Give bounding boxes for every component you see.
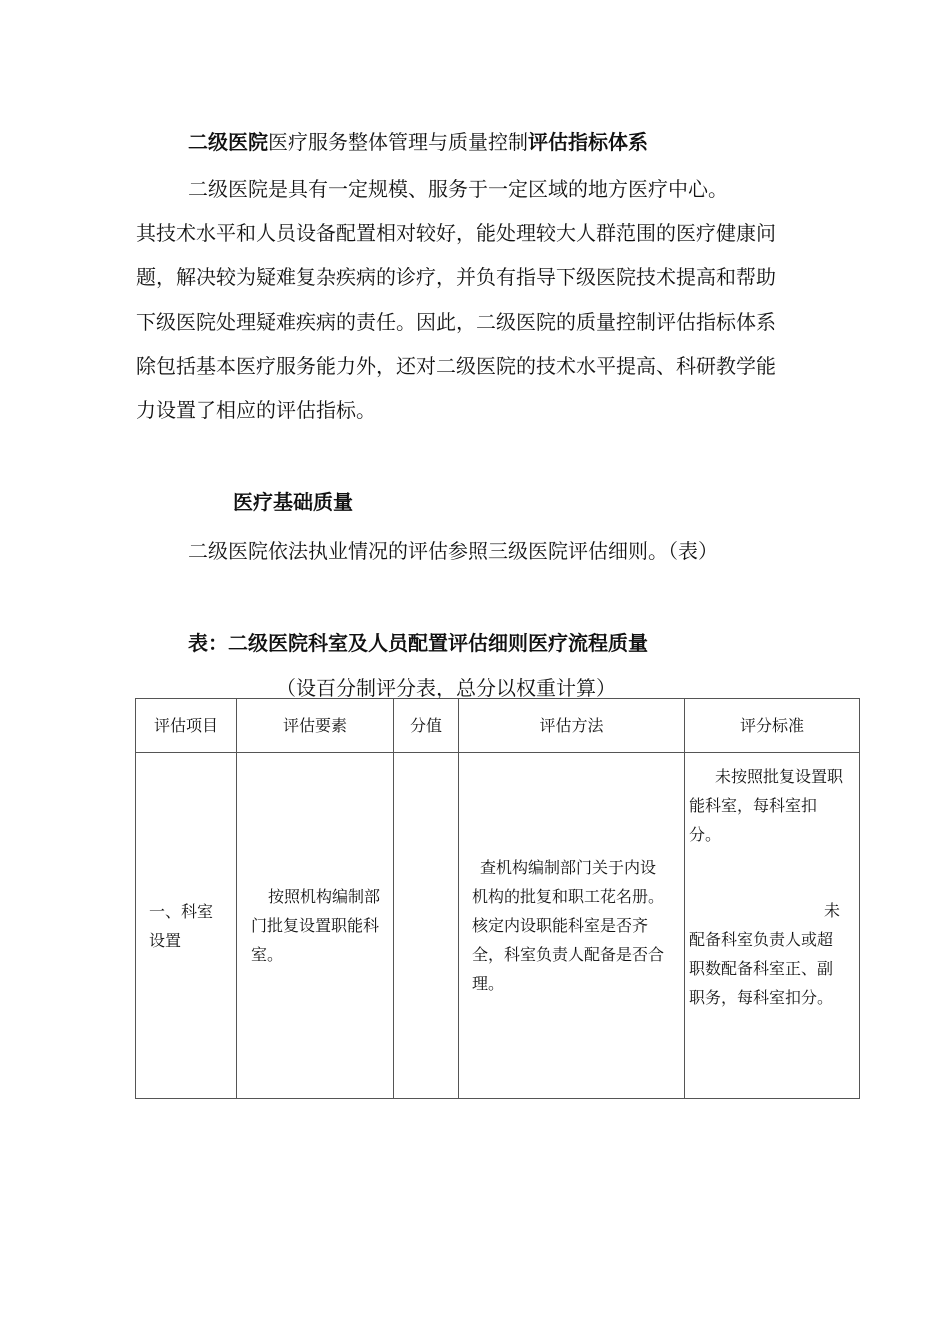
cell-item [136, 753, 237, 1099]
standard-b-line-4: 职务，每科室扣分。 [689, 988, 834, 1007]
header-element: 评估要素 [237, 699, 394, 753]
intro-line-3: 题，解决较为疑难复杂疾病的诊疗，并负有指导下级医院技术提高和帮助 [136, 265, 776, 289]
header-item: 评估项目 [136, 699, 237, 753]
item-line-2: 设置 [149, 930, 182, 950]
section-heading: 医疗基础质量 [233, 490, 353, 514]
intro-line-1: 二级医院是具有一定规模、服务于一定区域的地方医疗中心。 [188, 177, 728, 201]
cell-method [459, 753, 685, 1099]
element-line-1: 按照机构编制部 [268, 887, 381, 906]
method-line-4: 全，科室负责人配备是否合 [472, 945, 665, 964]
item-line-1: 一、科室 [149, 901, 214, 921]
element-line-2: 门批复设置职能科 [251, 916, 380, 935]
cell-score [394, 753, 459, 1099]
evaluation-table [135, 698, 860, 1099]
cell-element [237, 753, 394, 1099]
method-line-3: 核定内设职能科室是否齐 [472, 916, 649, 935]
intro-line-6: 力设置了相应的评估指标。 [136, 398, 376, 422]
document-title [188, 128, 648, 156]
intro-line-5: 除包括基本医疗服务能力外，还对二级医院的技术水平提高、科研教学能 [136, 354, 776, 378]
table-row [136, 753, 860, 1099]
cell-standard [685, 753, 860, 1099]
standard-a-line-2: 能科室，每科室扣 [689, 796, 818, 815]
standard-a-line-1: 未按照批复设置职 [715, 767, 844, 786]
element-line-3: 室。 [251, 945, 284, 964]
method-line-5: 理。 [472, 974, 505, 993]
section-text: 二级医院依法执业情况的评估参照三级医院评估细则。（表） [188, 539, 718, 563]
header-method: 评估方法 [459, 699, 685, 753]
intro-line-4: 下级医院处理疑难疾病的责任。因此，二级医院的质量控制评估指标体系 [136, 310, 776, 334]
title-part-2: 医疗服务整体管理与质量控制 [268, 130, 528, 154]
table-title: 表：二级医院科室及人员配置评估细则医疗流程质量 [188, 631, 648, 655]
standard-b-line-3: 职数配备科室正、副 [689, 959, 834, 978]
intro-line-2: 其技术水平和人员设备配置相对较好，能处理较大人群范围的医疗健康问 [136, 221, 776, 245]
standard-b-line-1: 未 [824, 901, 841, 920]
header-score: 分值 [394, 699, 459, 753]
title-part-1: 二级医院 [188, 130, 268, 154]
table-note: （设百分制评分表，总分以权重计算） [276, 676, 616, 700]
header-standard: 评分标准 [685, 699, 860, 753]
title-part-3: 评估指标体系 [528, 130, 648, 154]
method-line-1: 查机构编制部门关于内设 [480, 858, 657, 877]
standard-b-line-2: 配备科室负责人或超 [689, 930, 834, 949]
table-header-row [136, 699, 860, 753]
standard-a-line-3: 分。 [689, 825, 722, 844]
method-line-2: 机构的批复和职工花名册。 [472, 887, 665, 906]
